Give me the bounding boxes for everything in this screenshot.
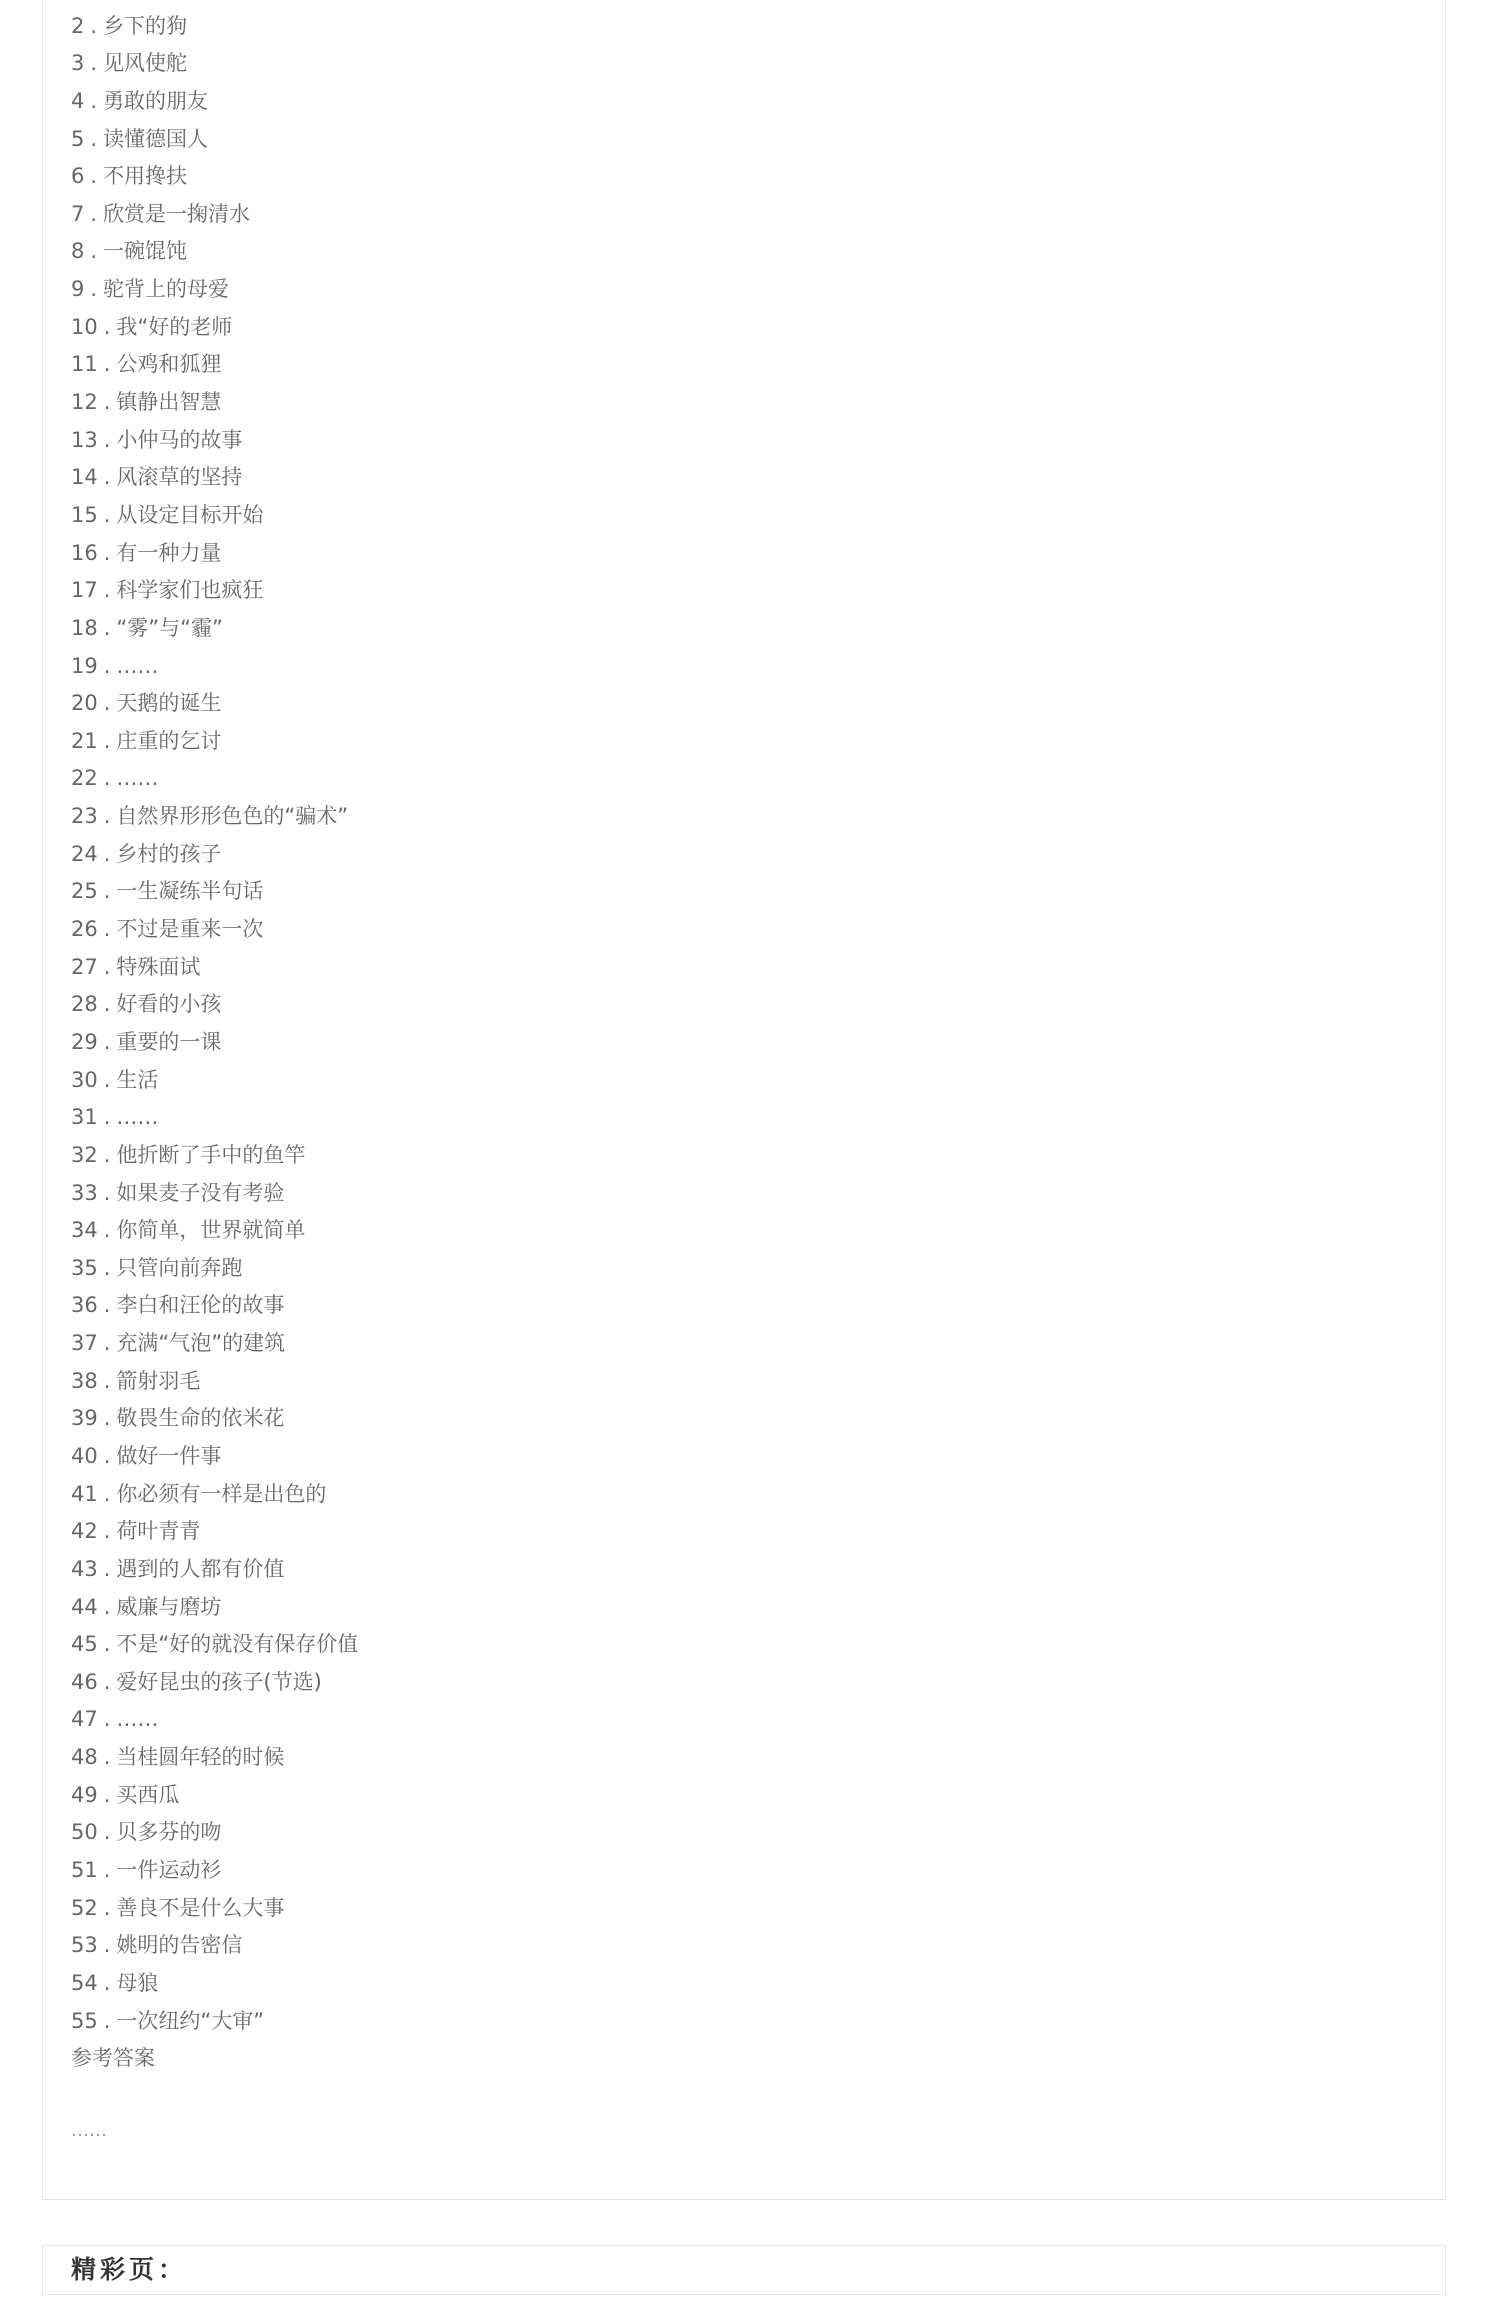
toc-item-separator: . bbox=[103, 1368, 111, 1393]
toc-item-separator: . bbox=[90, 201, 98, 226]
toc-item-number: 14 bbox=[71, 465, 98, 490]
toc-item[interactable] bbox=[71, 233, 358, 271]
toc-item[interactable] bbox=[71, 572, 358, 610]
toc-item-number: 53 bbox=[71, 1933, 98, 1958]
toc-item-title: 科学家们也疯狂 bbox=[116, 578, 264, 603]
toc-item-title: 庄重的乞讨 bbox=[116, 728, 222, 753]
toc-item-number: 28 bbox=[71, 992, 98, 1017]
toc-item-separator: . bbox=[103, 1895, 111, 1920]
toc-item-separator: . bbox=[90, 126, 98, 151]
toc-item-number: 45 bbox=[71, 1632, 98, 1657]
toc-item-number: 36 bbox=[71, 1293, 98, 1318]
toc-item-number: 20 bbox=[71, 691, 98, 716]
toc-item[interactable] bbox=[71, 1739, 358, 1777]
toc-item[interactable] bbox=[71, 1024, 358, 1062]
toc-item-number: 6 bbox=[71, 164, 85, 189]
toc-item[interactable] bbox=[71, 271, 358, 309]
toc-item-title: 不用搀扶 bbox=[103, 164, 188, 189]
toc-item[interactable] bbox=[71, 1927, 358, 1965]
toc-item-title: 勇敢的朋友 bbox=[103, 88, 209, 113]
toc-item-title: 一次纽约“大审” bbox=[116, 2008, 265, 2033]
toc-item[interactable] bbox=[71, 309, 358, 347]
toc-item-title: 重要的一课 bbox=[116, 1029, 222, 1054]
toc-item-title: 你简单，世界就简单 bbox=[116, 1218, 306, 1243]
toc-item-separator: . bbox=[103, 2008, 111, 2033]
toc-item[interactable] bbox=[71, 1287, 358, 1325]
toc-item-separator: . bbox=[103, 1632, 111, 1657]
toc-item-title: 从设定目标开始 bbox=[116, 502, 264, 527]
toc-item-separator: . bbox=[103, 1218, 111, 1243]
toc-item-separator: . bbox=[103, 1745, 111, 1770]
toc-item-title: 遇到的人都有价值 bbox=[116, 1556, 285, 1581]
toc-item-separator: . bbox=[103, 1293, 111, 1318]
toc-item[interactable] bbox=[71, 1438, 358, 1476]
toc-item-number: 55 bbox=[71, 2008, 98, 2033]
toc-item-title: 欣赏是一掬清水 bbox=[103, 201, 251, 226]
toc-item-separator: . bbox=[90, 239, 98, 264]
toc-item-title: 他折断了手中的鱼竿 bbox=[116, 1142, 306, 1167]
toc-item-number: 24 bbox=[71, 841, 98, 866]
toc-item-number: 46 bbox=[71, 1669, 98, 1694]
toc-item-separator: . bbox=[103, 1970, 111, 1995]
highlight-section-header bbox=[42, 2245, 1446, 2295]
toc-item-separator: . bbox=[103, 954, 111, 979]
toc-item[interactable] bbox=[71, 986, 358, 1024]
toc-item-number: 16 bbox=[71, 540, 98, 565]
toc-item[interactable] bbox=[71, 422, 358, 460]
toc-item-number: 7 bbox=[71, 201, 85, 226]
toc-item-title: 姚明的告密信 bbox=[116, 1933, 243, 1958]
toc-item[interactable] bbox=[71, 685, 358, 723]
toc-item-title: 一碗馄饨 bbox=[103, 239, 188, 264]
toc-item[interactable] bbox=[71, 158, 358, 196]
toc-item-separator: . bbox=[90, 164, 98, 189]
toc-item-separator: . bbox=[103, 465, 111, 490]
toc-item[interactable] bbox=[71, 1325, 358, 1363]
toc-item-number: 21 bbox=[71, 728, 98, 753]
toc-item-separator: . bbox=[103, 1029, 111, 1054]
toc-item-separator: . bbox=[90, 51, 98, 76]
toc-item-number: 43 bbox=[71, 1556, 98, 1581]
toc-item-number: 49 bbox=[71, 1782, 98, 1807]
toc-item-number: 39 bbox=[71, 1406, 98, 1431]
toc-item-title: …… bbox=[116, 653, 159, 678]
toc-item[interactable] bbox=[71, 1777, 358, 1815]
toc-item-title: 见风使舵 bbox=[103, 51, 188, 76]
toc-item-number: 31 bbox=[71, 1105, 98, 1130]
toc-item-title: 乡下的狗 bbox=[103, 13, 188, 38]
toc-item[interactable] bbox=[71, 2003, 358, 2041]
toc-item-title: 你必须有一样是出色的 bbox=[116, 1481, 327, 1506]
toc-item-separator: . bbox=[103, 653, 111, 678]
toc-item-number: 23 bbox=[71, 804, 98, 829]
toc-item-title: 我“好的老师 bbox=[116, 314, 233, 339]
toc-item-title: 小仲马的故事 bbox=[116, 427, 243, 452]
toc-item-separator: . bbox=[103, 1782, 111, 1807]
toc-item[interactable] bbox=[71, 760, 358, 798]
toc-item-title: 如果麦子没有考验 bbox=[116, 1180, 285, 1205]
toc-item[interactable] bbox=[71, 1626, 358, 1664]
toc-item[interactable] bbox=[71, 384, 358, 422]
toc-item-separator: . bbox=[103, 1255, 111, 1280]
toc-item-number: 32 bbox=[71, 1142, 98, 1167]
toc-item-title: 爱好昆虫的孩子(节选) bbox=[116, 1669, 322, 1694]
toc-item-title: 读懂德国人 bbox=[103, 126, 209, 151]
toc-item-number: 26 bbox=[71, 917, 98, 942]
toc-item-separator: . bbox=[103, 1180, 111, 1205]
toc-item-number: 27 bbox=[71, 954, 98, 979]
reference-answer-link[interactable]: 参考答案 bbox=[71, 2046, 155, 2071]
toc-item-title: 好看的小孩 bbox=[116, 992, 222, 1017]
toc-item-number: 38 bbox=[71, 1368, 98, 1393]
toc-item[interactable] bbox=[71, 121, 358, 159]
toc-item-title: …… bbox=[116, 766, 159, 791]
toc-item[interactable] bbox=[71, 610, 358, 648]
toc-item-separator: . bbox=[103, 917, 111, 942]
toc-item-separator: . bbox=[103, 691, 111, 716]
toc-item-title: 充满“气泡”的建筑 bbox=[116, 1331, 286, 1356]
toc-item-title: 公鸡和狐狸 bbox=[116, 352, 222, 377]
toc-item-number: 12 bbox=[71, 390, 98, 415]
toc-item[interactable] bbox=[71, 83, 358, 121]
toc-item-separator: . bbox=[103, 1933, 111, 1958]
toc-item[interactable] bbox=[71, 1400, 358, 1438]
toc-item-separator: . bbox=[103, 1556, 111, 1581]
toc-item-number: 9 bbox=[71, 277, 85, 302]
toc-item-separator: . bbox=[103, 1331, 111, 1356]
toc-item-title: 当桂圆年轻的时候 bbox=[116, 1745, 285, 1770]
toc-item-separator: . bbox=[103, 992, 111, 1017]
toc-item-number: 33 bbox=[71, 1180, 98, 1205]
toc-item-number: 3 bbox=[71, 51, 85, 76]
toc-item-number: 17 bbox=[71, 578, 98, 603]
toc-item-separator: . bbox=[103, 879, 111, 904]
toc-item-separator: . bbox=[103, 1067, 111, 1092]
toc-item[interactable] bbox=[71, 8, 358, 46]
toc-item[interactable] bbox=[71, 0, 358, 8]
toc-item-separator: . bbox=[103, 427, 111, 452]
toc-item[interactable] bbox=[71, 1212, 358, 1250]
toc-item-title: 一生凝练半句话 bbox=[116, 879, 264, 904]
toc-item[interactable] bbox=[71, 1814, 358, 1852]
toc-item-title: 有一种力量 bbox=[116, 540, 222, 565]
toc-item-separator: . bbox=[103, 728, 111, 753]
toc-item[interactable] bbox=[71, 1513, 358, 1551]
toc-item-number: 25 bbox=[71, 879, 98, 904]
toc-item-title: 天鹅的诞生 bbox=[116, 691, 222, 716]
toc-item-number: 52 bbox=[71, 1895, 98, 1920]
toc-item-title: 荷叶青青 bbox=[116, 1519, 201, 1544]
toc-item[interactable] bbox=[71, 873, 358, 911]
toc-item-separator: . bbox=[103, 578, 111, 603]
toc-item-separator: . bbox=[103, 352, 111, 377]
toc-item-number: 22 bbox=[71, 766, 98, 791]
toc-item[interactable] bbox=[71, 723, 358, 761]
toc-item-separator: . bbox=[90, 88, 98, 113]
toc-item[interactable] bbox=[71, 1062, 358, 1100]
toc-item[interactable] bbox=[71, 346, 358, 384]
toc-item-number: 10 bbox=[71, 314, 98, 339]
toc-item-title: 威廉与磨坊 bbox=[116, 1594, 222, 1619]
toc-item-separator: . bbox=[103, 841, 111, 866]
toc-item-title: 李白和汪伦的故事 bbox=[116, 1293, 285, 1318]
toc-item-title: …… bbox=[116, 1105, 159, 1130]
toc-item[interactable] bbox=[71, 836, 358, 874]
toc-item-separator: . bbox=[103, 1707, 111, 1732]
toc-item-number: 35 bbox=[71, 1255, 98, 1280]
toc-item-separator: . bbox=[103, 1105, 111, 1130]
toc-item[interactable] bbox=[71, 1701, 358, 1739]
toc-item-separator: . bbox=[103, 1406, 111, 1431]
toc-item-separator: . bbox=[103, 1594, 111, 1619]
toc-item[interactable] bbox=[71, 1589, 358, 1627]
toc-item[interactable] bbox=[71, 1664, 358, 1702]
toc-item[interactable] bbox=[71, 196, 358, 234]
toc-item-title: 买西瓜 bbox=[116, 1782, 180, 1807]
toc-item-number: 48 bbox=[71, 1745, 98, 1770]
toc-item-title: “雾”与“霾” bbox=[116, 615, 223, 640]
toc-list bbox=[71, 0, 358, 2078]
toc-item-number: 50 bbox=[71, 1820, 98, 1845]
toc-item[interactable] bbox=[71, 1250, 358, 1288]
toc-item-separator: . bbox=[103, 1142, 111, 1167]
toc-item-separator: . bbox=[103, 1519, 111, 1544]
toc-item-title: 自然界形形色色的“骗术” bbox=[116, 804, 349, 829]
toc-item-number: 5 bbox=[71, 126, 85, 151]
toc-item-separator: . bbox=[103, 1481, 111, 1506]
toc-item-title: 生活 bbox=[116, 1067, 159, 1092]
toc-item-number: 29 bbox=[71, 1029, 98, 1054]
toc-item[interactable] bbox=[71, 1363, 358, 1401]
toc-item-number: 19 bbox=[71, 653, 98, 678]
toc-item-number: 42 bbox=[71, 1519, 98, 1544]
toc-item-separator: . bbox=[103, 540, 111, 565]
toc-item-separator: . bbox=[103, 1443, 111, 1468]
toc-item-separator: . bbox=[103, 314, 111, 339]
toc-item-title: 镇静出智慧 bbox=[116, 390, 222, 415]
toc-item-title: 母狼 bbox=[116, 1970, 159, 1995]
toc-item-separator: . bbox=[103, 766, 111, 791]
toc-item-number: 34 bbox=[71, 1218, 98, 1243]
toc-item[interactable] bbox=[71, 497, 358, 535]
toc-item-title: 特殊面试 bbox=[116, 954, 201, 979]
toc-item-number: 44 bbox=[71, 1594, 98, 1619]
toc-item-number: 30 bbox=[71, 1067, 98, 1092]
toc-item[interactable] bbox=[71, 45, 358, 83]
toc-item-separator: . bbox=[90, 277, 98, 302]
toc-item-separator: . bbox=[103, 804, 111, 829]
toc-item-separator: . bbox=[103, 1669, 111, 1694]
toc-item[interactable] bbox=[71, 1890, 358, 1928]
toc-item-title: 敬畏生命的依米花 bbox=[116, 1406, 285, 1431]
toc-item-number: 40 bbox=[71, 1443, 98, 1468]
toc-item-title: 贝多芬的吻 bbox=[116, 1820, 222, 1845]
toc-item[interactable] bbox=[71, 1852, 358, 1890]
toc-item[interactable] bbox=[71, 1476, 358, 1514]
toc-item-number: 4 bbox=[71, 88, 85, 113]
toc-item-number: 47 bbox=[71, 1707, 98, 1732]
toc-item-number: 41 bbox=[71, 1481, 98, 1506]
toc-item-number: 13 bbox=[71, 427, 98, 452]
toc-item-separator: . bbox=[103, 502, 111, 527]
toc-item[interactable] bbox=[71, 798, 358, 836]
toc-item-separator: . bbox=[90, 13, 98, 38]
table-of-contents-panel bbox=[42, 0, 1446, 2200]
toc-item[interactable] bbox=[71, 1175, 358, 1213]
toc-item-number: 37 bbox=[71, 1331, 98, 1356]
toc-item-title: 善良不是什么大事 bbox=[116, 1895, 285, 1920]
more-ellipsis: …… bbox=[71, 2120, 107, 2142]
toc-item[interactable] bbox=[71, 1965, 358, 2003]
toc-item-separator: . bbox=[103, 1820, 111, 1845]
toc-item-title: 风滚草的坚持 bbox=[116, 465, 243, 490]
toc-item-title: 箭射羽毛 bbox=[116, 1368, 201, 1393]
toc-item-title: …… bbox=[116, 1707, 159, 1732]
toc-item-number: 8 bbox=[71, 239, 85, 264]
toc-item-number: 15 bbox=[71, 502, 98, 527]
toc-item[interactable] bbox=[71, 1099, 358, 1137]
toc-item-title: 做好一件事 bbox=[116, 1443, 222, 1468]
toc-item-number: 2 bbox=[71, 13, 85, 38]
toc-item-number: 54 bbox=[71, 1970, 98, 1995]
highlight-title: 精彩页： bbox=[71, 2255, 188, 2284]
toc-item[interactable] bbox=[71, 949, 358, 987]
toc-item-number: 11 bbox=[71, 352, 98, 377]
toc-item-title: 只管向前奔跑 bbox=[116, 1255, 243, 1280]
toc-item[interactable] bbox=[71, 459, 358, 497]
toc-item[interactable] bbox=[71, 1137, 358, 1175]
toc-item-title: 不是“好的就没有保存价值 bbox=[116, 1632, 359, 1657]
toc-item-title: 乡村的孩子 bbox=[116, 841, 222, 866]
toc-item[interactable] bbox=[71, 535, 358, 573]
toc-item-title: 驼背上的母爱 bbox=[103, 277, 230, 302]
toc-item-title: 一件运动衫 bbox=[116, 1858, 222, 1883]
toc-item[interactable] bbox=[71, 648, 358, 686]
toc-item[interactable] bbox=[71, 1551, 358, 1589]
toc-item-title: 不过是重来一次 bbox=[116, 917, 264, 942]
toc-item[interactable] bbox=[71, 911, 358, 949]
toc-item-separator: . bbox=[103, 390, 111, 415]
toc-item-number: 18 bbox=[71, 615, 98, 640]
toc-item-separator: . bbox=[103, 615, 111, 640]
toc-item-number: 51 bbox=[71, 1858, 98, 1883]
toc-item-separator: . bbox=[103, 1858, 111, 1883]
